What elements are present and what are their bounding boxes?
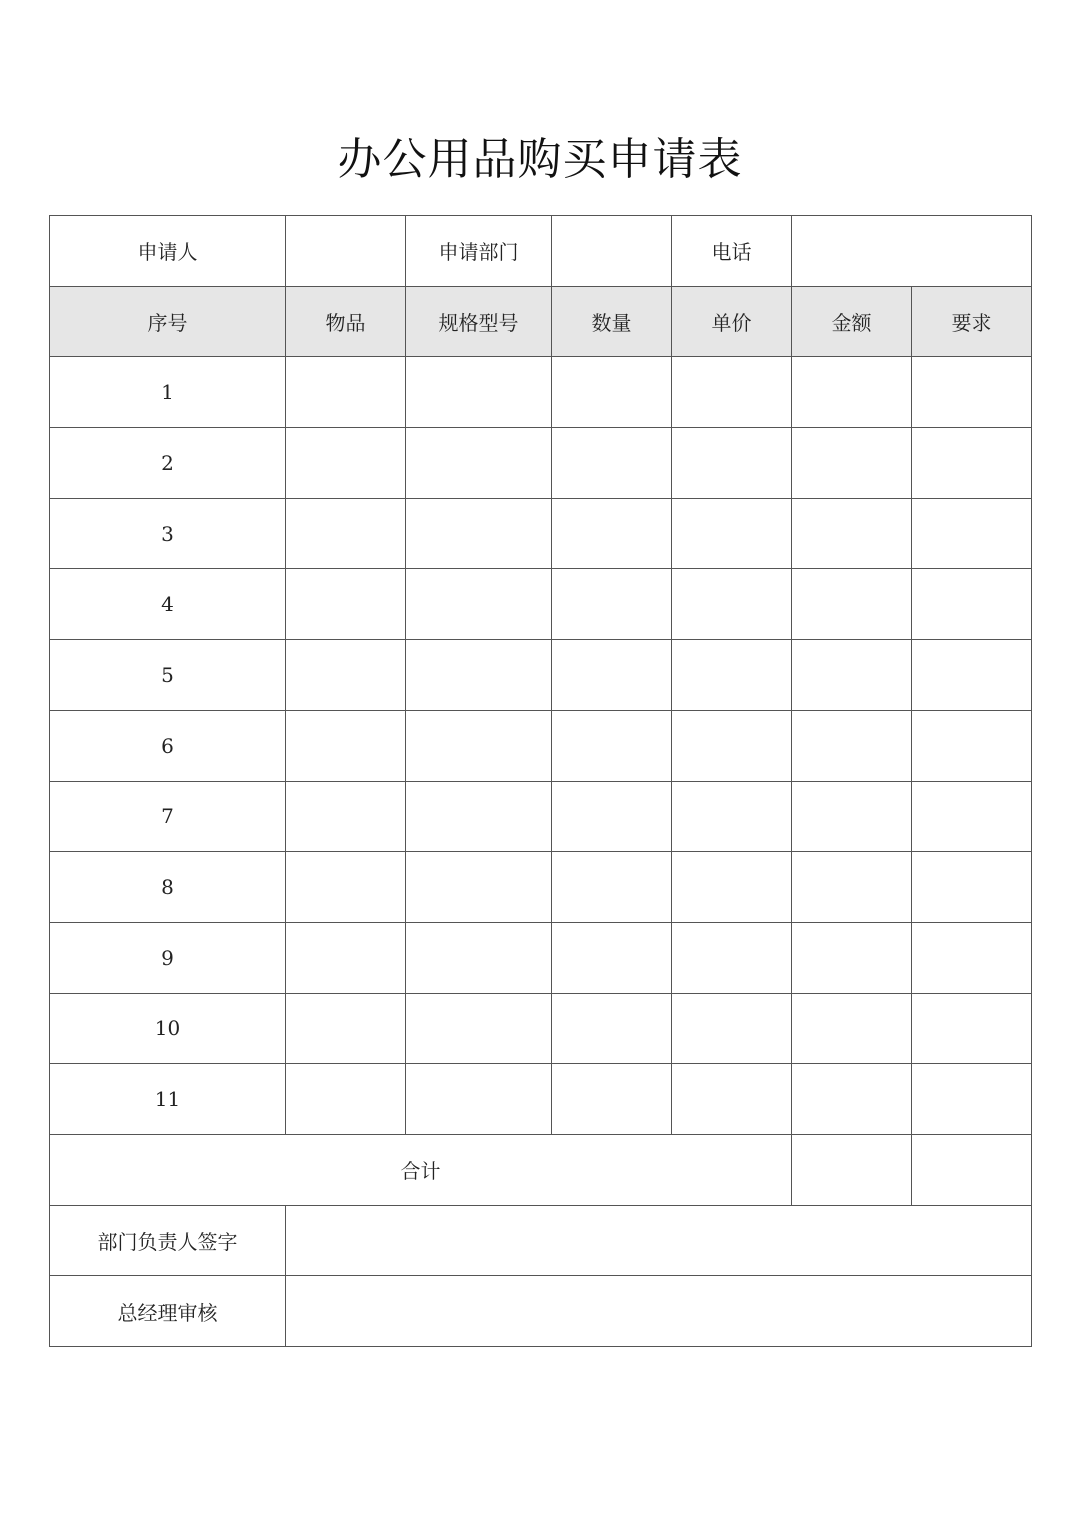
item-cell[interactable] [286, 428, 406, 499]
amount-cell[interactable] [792, 852, 912, 923]
purchase-request-table [49, 215, 1032, 1347]
spec-cell[interactable] [406, 781, 552, 852]
amount-cell[interactable] [792, 357, 912, 428]
qty-cell[interactable] [552, 428, 672, 499]
qty-cell[interactable] [552, 993, 672, 1064]
row-number: 8 [50, 852, 286, 923]
qty-cell[interactable] [552, 852, 672, 923]
spec-cell[interactable] [406, 640, 552, 711]
spec-cell[interactable] [406, 569, 552, 640]
department-label: 申请部门 [406, 216, 552, 287]
table-row [50, 922, 1032, 993]
row-number: 3 [50, 498, 286, 569]
spec-cell[interactable] [406, 498, 552, 569]
amount-cell[interactable] [792, 922, 912, 993]
qty-cell[interactable] [552, 710, 672, 781]
spec-cell[interactable] [406, 1064, 552, 1135]
price-cell[interactable] [672, 569, 792, 640]
column-header-qty: 数量 [552, 286, 672, 357]
qty-cell[interactable] [552, 569, 672, 640]
column-header-item: 物品 [286, 286, 406, 357]
req-cell[interactable] [912, 710, 1032, 781]
req-cell[interactable] [912, 922, 1032, 993]
price-cell[interactable] [672, 710, 792, 781]
qty-cell[interactable] [552, 357, 672, 428]
req-cell[interactable] [912, 498, 1032, 569]
column-header-no: 序号 [50, 286, 286, 357]
table-row [50, 710, 1032, 781]
table-row [50, 428, 1032, 499]
item-cell[interactable] [286, 357, 406, 428]
phone-label: 电话 [672, 216, 792, 287]
total-amount-cell[interactable] [792, 1134, 912, 1205]
qty-cell[interactable] [552, 922, 672, 993]
req-cell[interactable] [912, 993, 1032, 1064]
qty-cell[interactable] [552, 781, 672, 852]
amount-cell[interactable] [792, 710, 912, 781]
req-cell[interactable] [912, 569, 1032, 640]
column-header-amount: 金额 [792, 286, 912, 357]
table-row [50, 852, 1032, 923]
req-cell[interactable] [912, 428, 1032, 499]
gm-review-label: 总经理审核 [50, 1276, 286, 1347]
qty-cell[interactable] [552, 1064, 672, 1135]
price-cell[interactable] [672, 922, 792, 993]
spec-cell[interactable] [406, 922, 552, 993]
amount-cell[interactable] [792, 1064, 912, 1135]
item-cell[interactable] [286, 922, 406, 993]
req-cell[interactable] [912, 1064, 1032, 1135]
column-header-req: 要求 [912, 286, 1032, 357]
item-cell[interactable] [286, 781, 406, 852]
form-title: 办公用品购买申请表 [337, 134, 743, 185]
qty-cell[interactable] [552, 640, 672, 711]
price-cell[interactable] [672, 781, 792, 852]
total-req-cell[interactable] [912, 1134, 1032, 1205]
row-number: 5 [50, 640, 286, 711]
phone-field[interactable] [792, 216, 1032, 287]
dept-head-label: 部门负责人签字 [50, 1205, 286, 1276]
table-row [50, 357, 1032, 428]
price-cell[interactable] [672, 852, 792, 923]
row-number: 2 [50, 428, 286, 499]
table-row [50, 569, 1032, 640]
amount-cell[interactable] [792, 781, 912, 852]
table-row [50, 993, 1032, 1064]
item-cell[interactable] [286, 710, 406, 781]
req-cell[interactable] [912, 357, 1032, 428]
table-row [50, 640, 1032, 711]
spec-cell[interactable] [406, 710, 552, 781]
item-cell[interactable] [286, 498, 406, 569]
spec-cell[interactable] [406, 993, 552, 1064]
dept-head-signature-field[interactable] [286, 1205, 1032, 1276]
table-row [50, 1064, 1032, 1135]
amount-cell[interactable] [792, 640, 912, 711]
gm-review-field[interactable] [286, 1276, 1032, 1347]
gm-review-row [50, 1276, 1032, 1347]
row-number: 9 [50, 922, 286, 993]
price-cell[interactable] [672, 357, 792, 428]
total-row [50, 1134, 1032, 1205]
req-cell[interactable] [912, 781, 1032, 852]
total-label: 合计 [50, 1134, 792, 1205]
row-number: 11 [50, 1064, 286, 1135]
row-number: 7 [50, 781, 286, 852]
applicant-field[interactable] [286, 216, 406, 287]
price-cell[interactable] [672, 640, 792, 711]
row-number: 6 [50, 710, 286, 781]
item-cell[interactable] [286, 569, 406, 640]
column-header-spec: 规格型号 [406, 286, 552, 357]
row-number: 10 [50, 993, 286, 1064]
applicant-label: 申请人 [50, 216, 286, 287]
row-number: 4 [50, 569, 286, 640]
amount-cell[interactable] [792, 498, 912, 569]
req-cell[interactable] [912, 640, 1032, 711]
amount-cell[interactable] [792, 428, 912, 499]
info-row [50, 216, 1032, 287]
price-cell[interactable] [672, 428, 792, 499]
item-cell[interactable] [286, 640, 406, 711]
price-cell[interactable] [672, 1064, 792, 1135]
amount-cell[interactable] [792, 569, 912, 640]
dept-head-row [50, 1205, 1032, 1276]
department-field[interactable] [552, 216, 672, 287]
item-cell[interactable] [286, 1064, 406, 1135]
column-header-row [50, 286, 1032, 357]
qty-cell[interactable] [552, 498, 672, 569]
column-header-price: 单价 [672, 286, 792, 357]
table-row [50, 498, 1032, 569]
row-number: 1 [50, 357, 286, 428]
spec-cell[interactable] [406, 428, 552, 499]
item-cell[interactable] [286, 852, 406, 923]
amount-cell[interactable] [792, 993, 912, 1064]
item-cell[interactable] [286, 993, 406, 1064]
price-cell[interactable] [672, 498, 792, 569]
spec-cell[interactable] [406, 357, 552, 428]
req-cell[interactable] [912, 852, 1032, 923]
spec-cell[interactable] [406, 852, 552, 923]
price-cell[interactable] [672, 993, 792, 1064]
table-row [50, 781, 1032, 852]
